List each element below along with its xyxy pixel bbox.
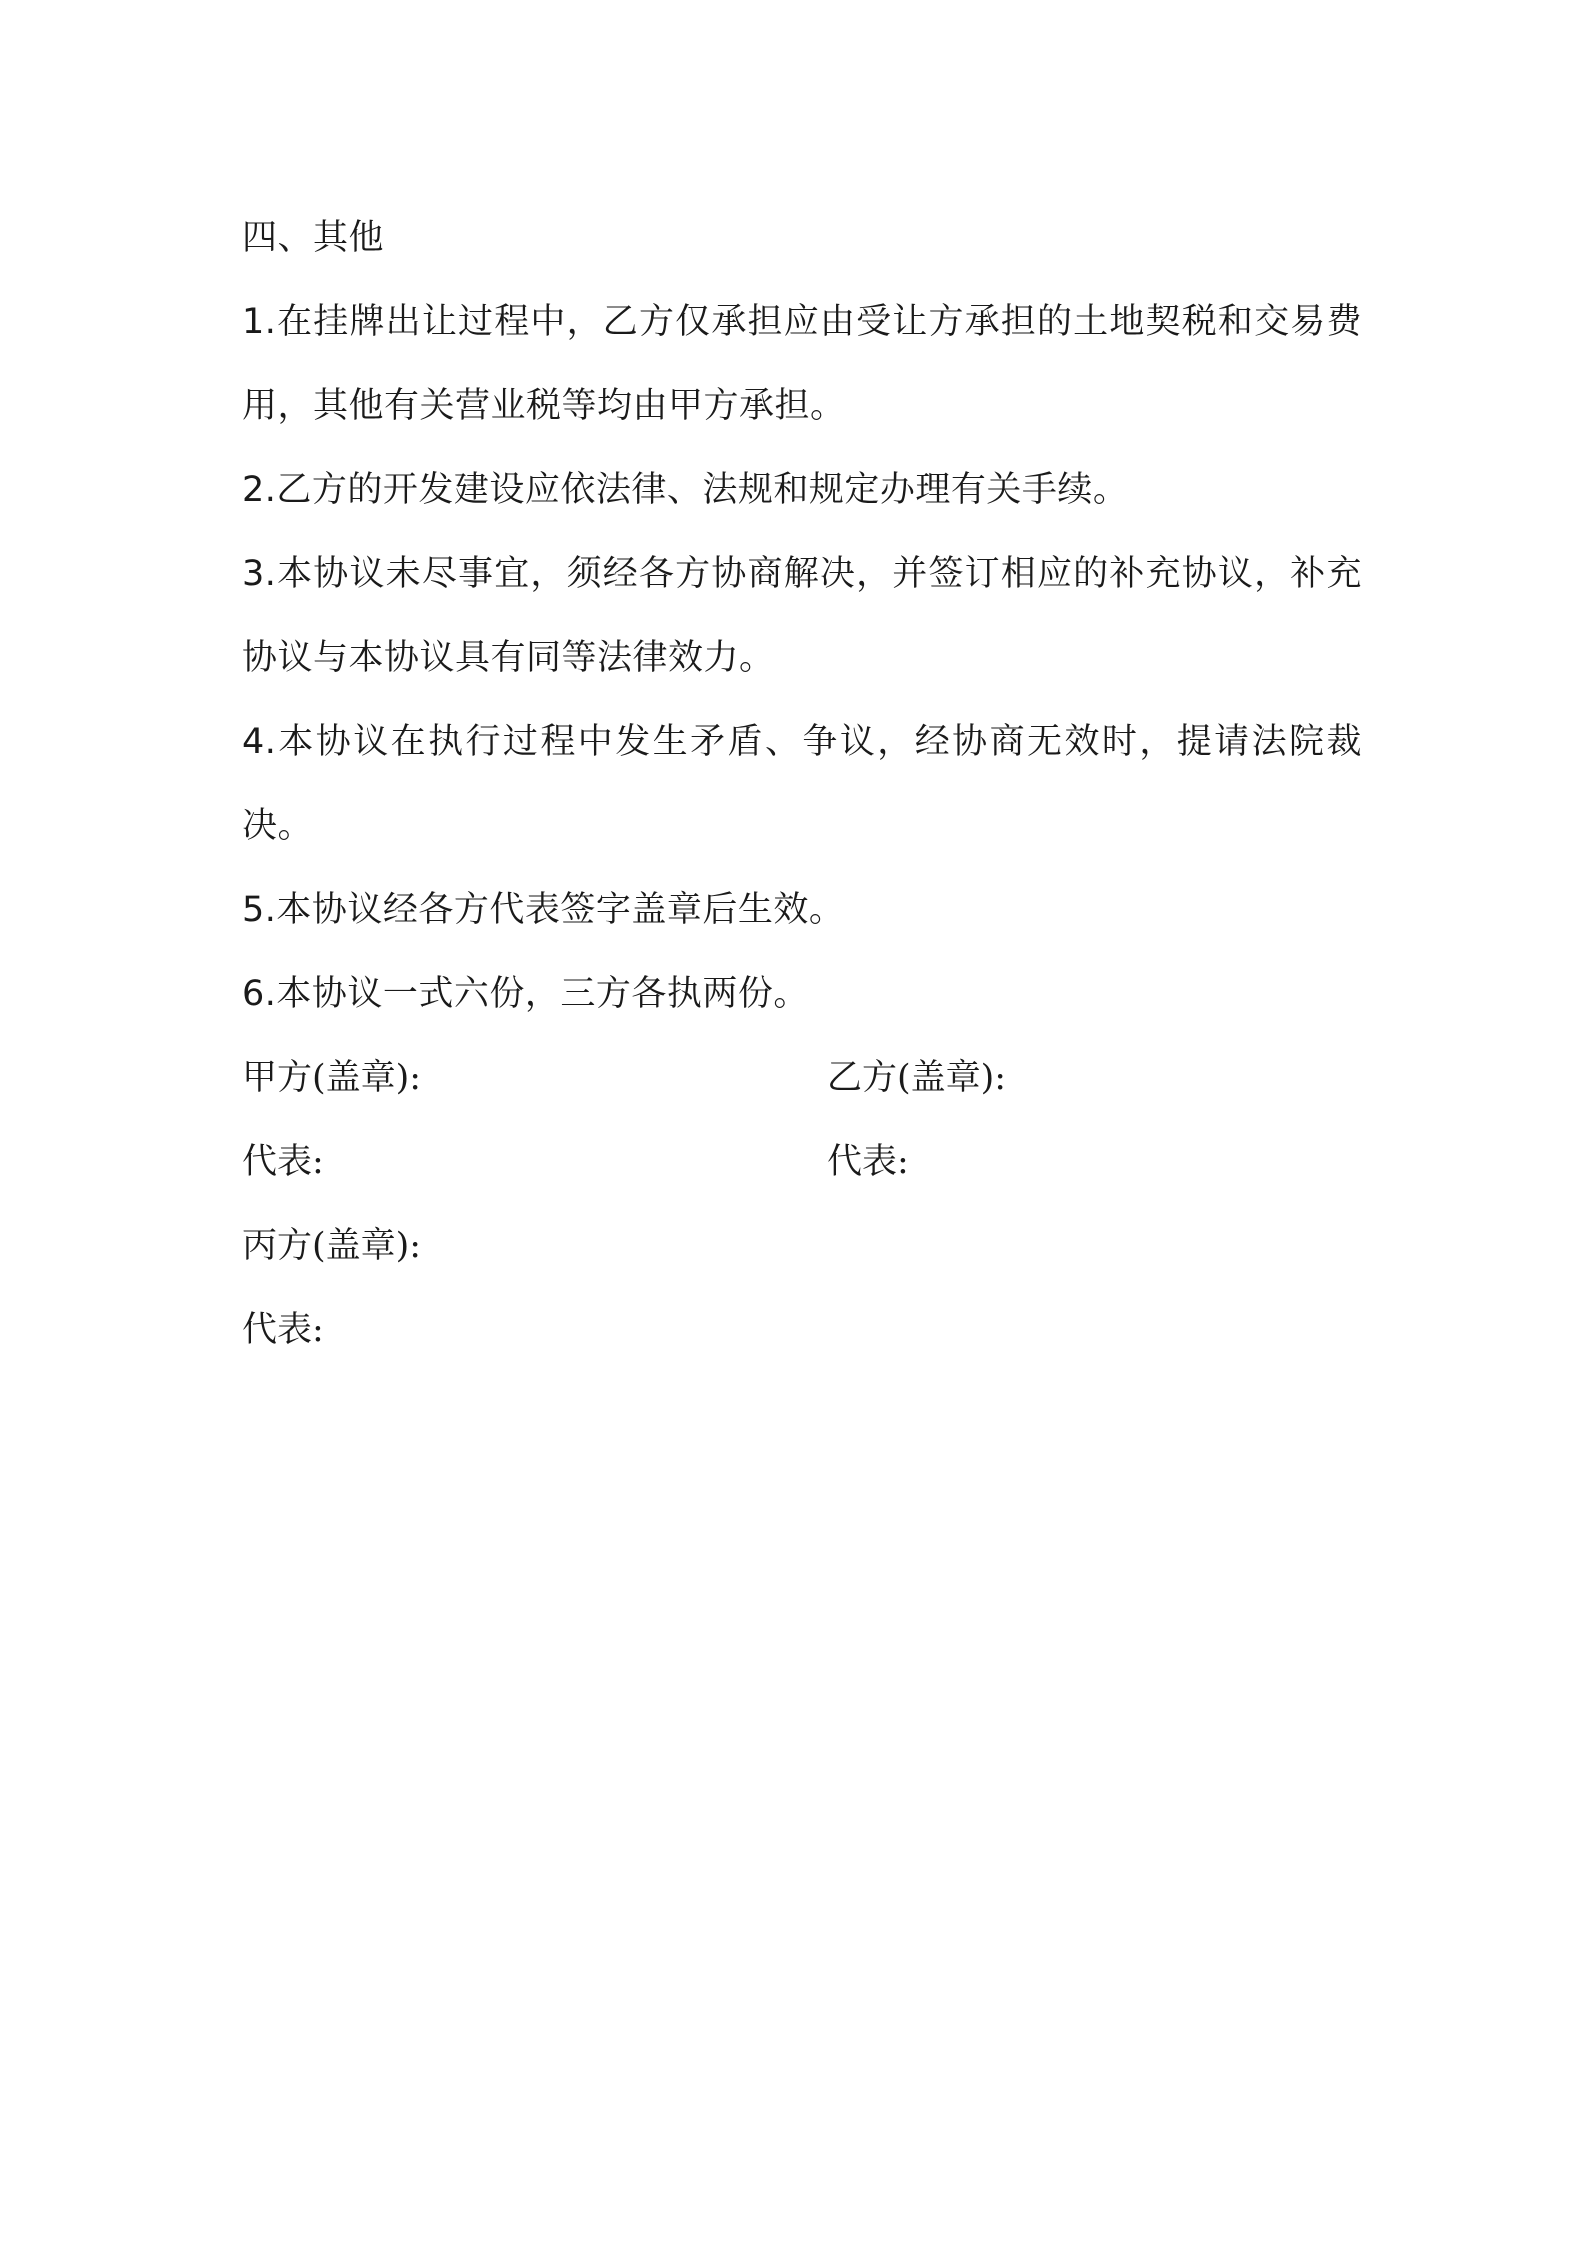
signature-row-party-c-seal — [242, 1204, 1362, 1288]
clause-6: 6.本协议一式六份，三方各执两份。 — [242, 974, 809, 1014]
party-a-rep-label: 代表: — [242, 1142, 324, 1182]
document-body — [242, 196, 1362, 1372]
signature-row-reps — [242, 1120, 1362, 1204]
signature-row-party-c-rep — [242, 1288, 1362, 1372]
party-a-seal-label: 甲方(盖章): — [242, 1058, 422, 1098]
clause-3: 3.本协议未尽事宜，须经各方协商解决，并签订相应的补充协议，补充协议与本协议具有同等法律效力。 — [242, 554, 1362, 678]
party-c-rep-label: 代表: — [242, 1310, 324, 1350]
party-b-seal-label: 乙方(盖章): — [827, 1058, 1007, 1098]
section-title: 四、其他 — [242, 218, 385, 258]
party-c-seal-label: 丙方(盖章): — [242, 1226, 422, 1266]
clause-4: 4.本协议在执行过程中发生矛盾、争议，经协商无效时，提请法院裁决。 — [242, 722, 1362, 846]
clause-2: 2.乙方的开发建设应依法律、法规和规定办理有关手续。 — [242, 470, 1129, 510]
clause-5: 5.本协议经各方代表签字盖章后生效。 — [242, 890, 845, 930]
signature-row-seals — [242, 1036, 1362, 1120]
clause-1: 1.在挂牌出让过程中，乙方仅承担应由受让方承担的土地契税和交易费用，其他有关营业税等均由甲方承担。 — [242, 302, 1362, 426]
signature-block — [242, 1036, 1362, 1372]
party-b-rep-label: 代表: — [827, 1142, 909, 1182]
